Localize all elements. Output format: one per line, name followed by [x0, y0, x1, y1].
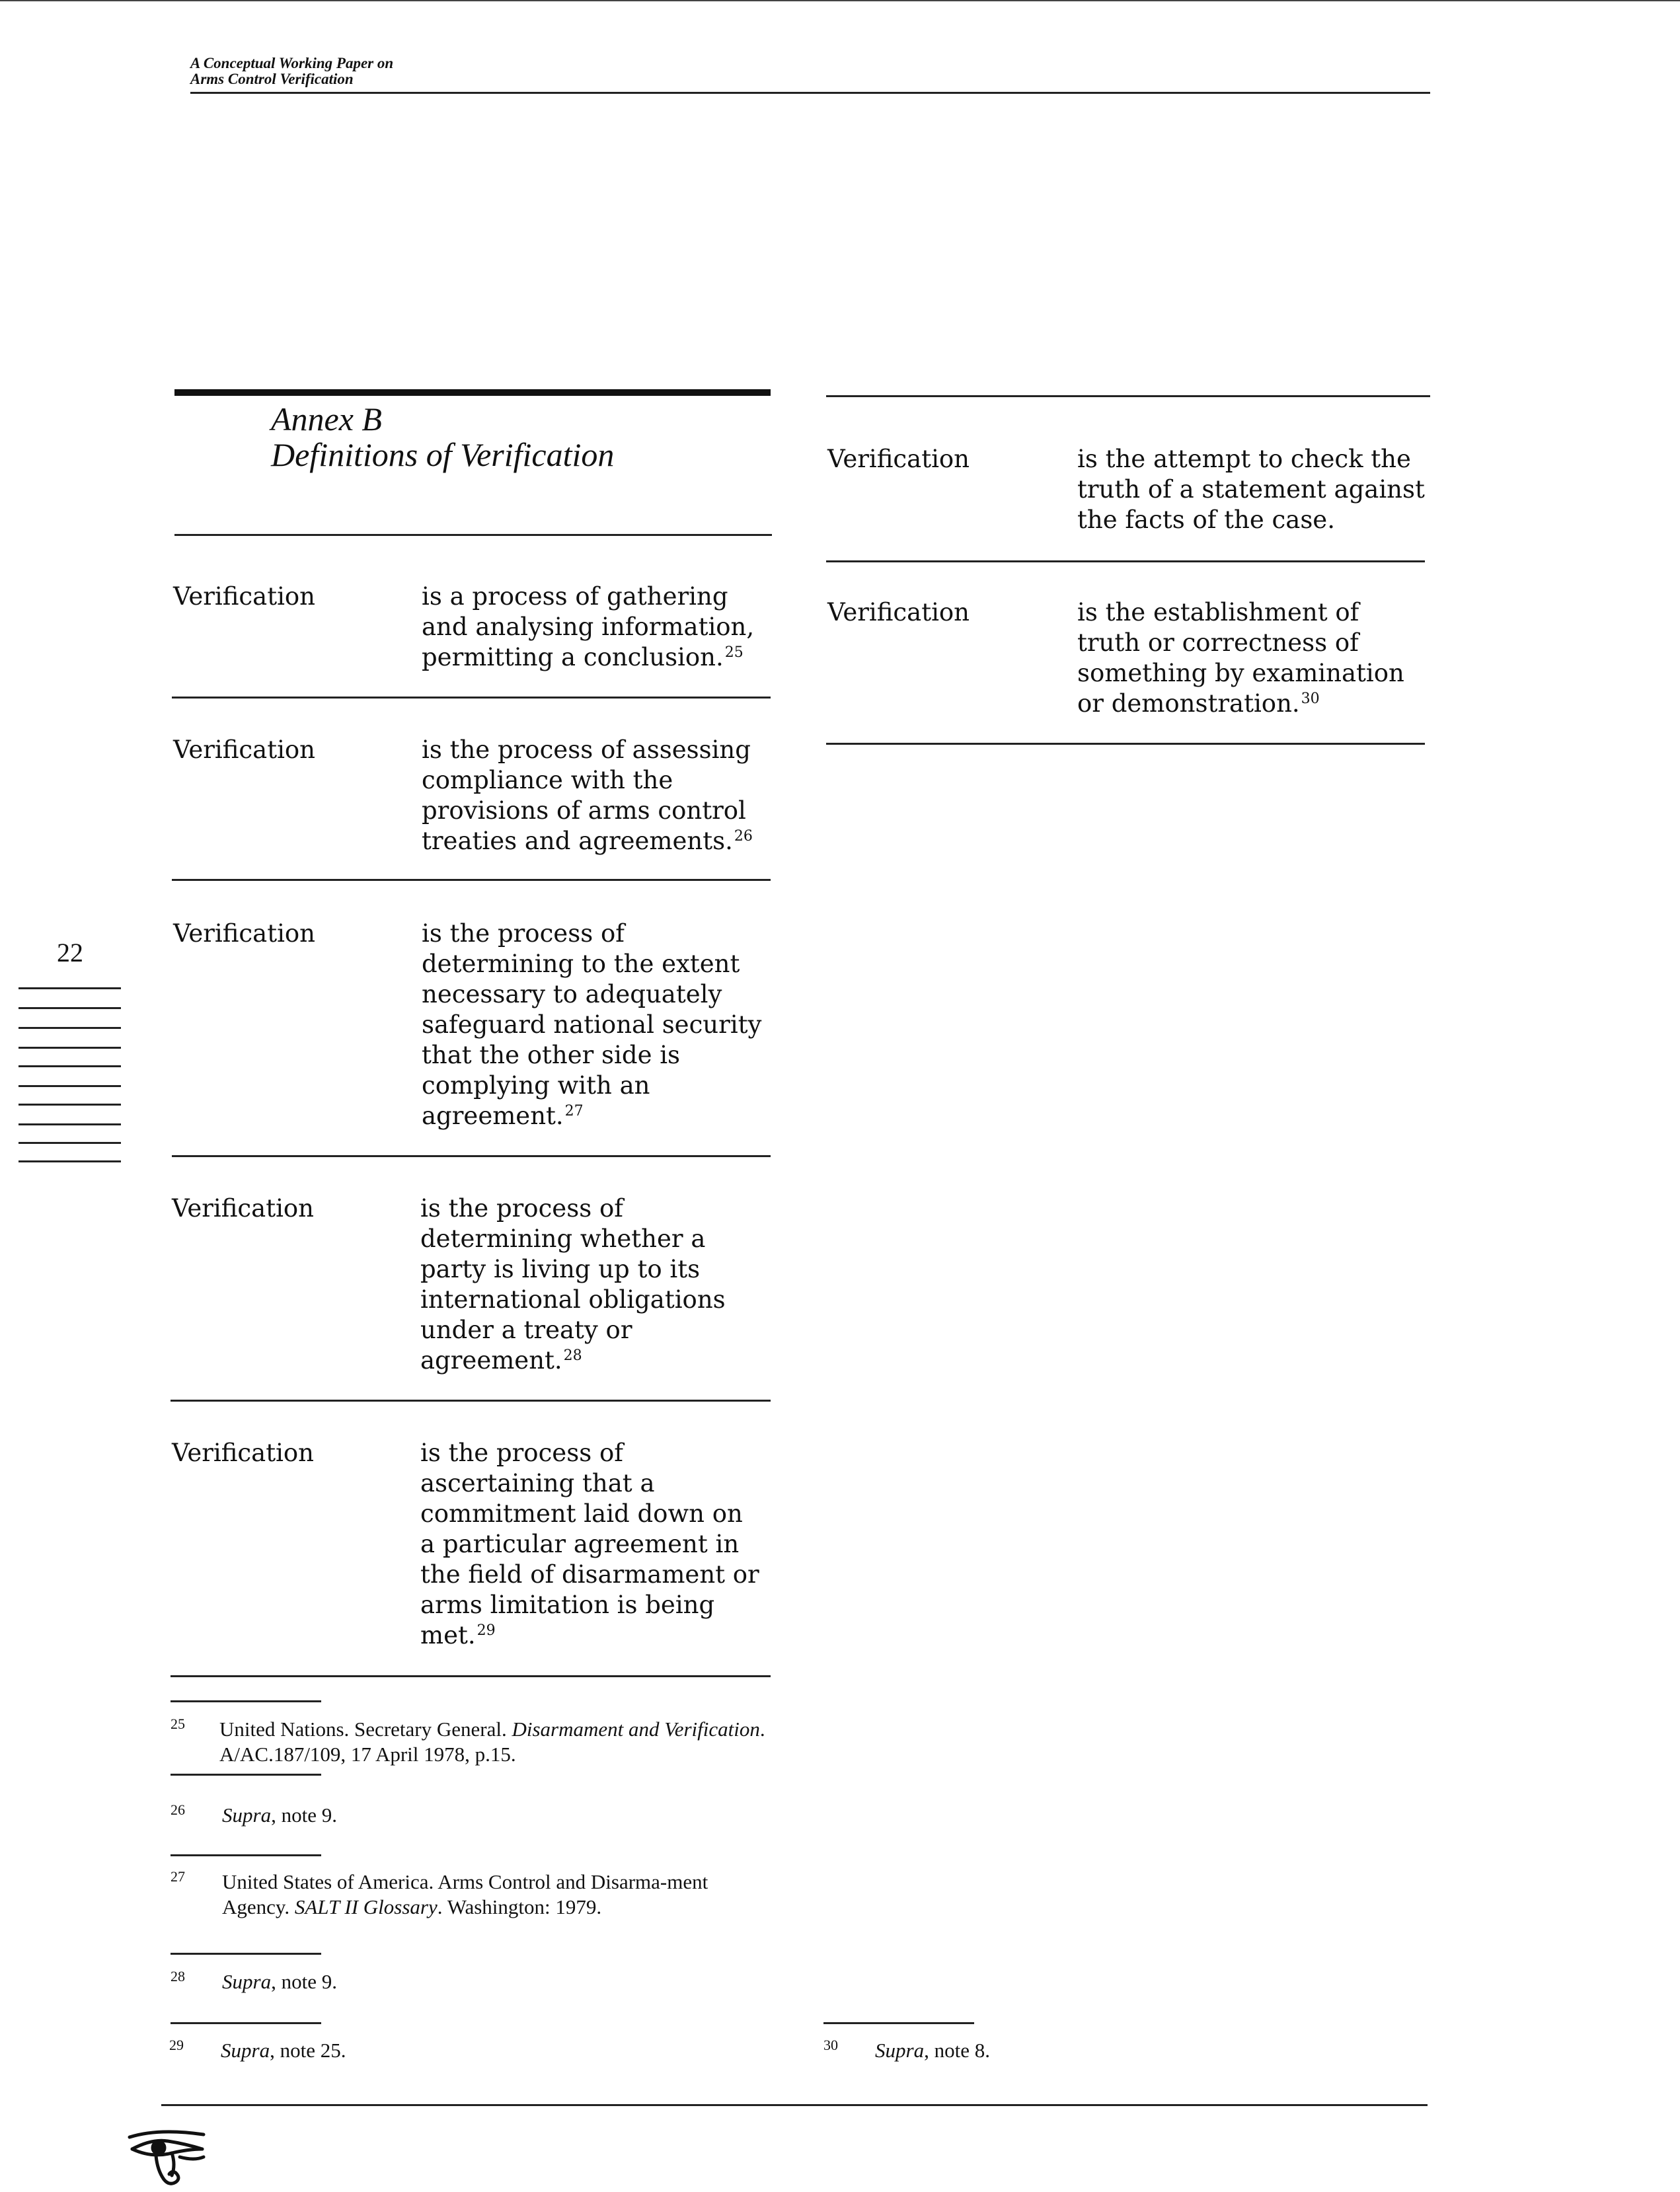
footnote-text-italic: Supra — [222, 1803, 272, 1827]
margin-rule — [19, 1104, 121, 1106]
definition-term: Verification — [173, 582, 316, 611]
footnote-number: 28 — [171, 1968, 185, 1984]
footnote-rule — [171, 2022, 321, 2024]
margin-rule — [19, 1085, 121, 1087]
entry-rule — [826, 560, 1425, 562]
margin-rule — [19, 1142, 121, 1144]
margin-rule — [19, 1007, 121, 1009]
footnote-rule — [171, 1953, 321, 1955]
footnote-text — [222, 1969, 764, 1994]
page-top-border — [0, 0, 1680, 1]
definition-text — [1077, 444, 1428, 535]
definition-body: is the attempt to check the truth of a statement against the facts of the case. — [1077, 445, 1425, 534]
footnote-text-b: . Washington: 1979. — [437, 1895, 602, 1918]
margin-rule — [19, 1160, 121, 1162]
definition-text — [420, 1438, 790, 1651]
annex-title: Annex B — [271, 400, 382, 437]
definition-text — [1077, 597, 1428, 719]
footnote-number: 27 — [171, 1868, 185, 1885]
annex-bottom-rule — [174, 534, 772, 536]
annex-top-rule — [174, 389, 771, 396]
running-header-line-2: Arms Control Verification — [190, 71, 354, 87]
footnote-text-b: , note 25. — [270, 2039, 346, 2062]
entry-rule — [826, 743, 1425, 745]
margin-rule — [19, 987, 121, 989]
margin-rule — [19, 1047, 121, 1049]
header-rule — [190, 92, 1430, 94]
definition-term: Verification — [172, 1439, 315, 1467]
footnote-ref: 25 — [724, 644, 744, 661]
footnote-rule — [171, 1854, 321, 1856]
right-column-top-rule — [826, 395, 1430, 397]
footnote-rule — [823, 2022, 974, 2024]
definition-term: Verification — [173, 736, 316, 764]
margin-rule — [19, 1123, 121, 1125]
footnote-text-italic: Supra — [222, 1970, 272, 1993]
footnote-text — [875, 2038, 1272, 2063]
footnote-text-a: United States of America. Arms Control and Disarma-ment Agency. — [222, 1870, 708, 1918]
footnote-text-italic: Supra — [221, 2039, 270, 2062]
running-header — [190, 56, 393, 87]
footnote-text-b: , note 9. — [271, 1970, 337, 1993]
eye-logo-icon — [126, 2127, 211, 2187]
footnote-text-b: , note 8. — [924, 2039, 990, 2062]
footnote-ref: 29 — [477, 1622, 496, 1639]
definition-body: is the process of determining whether a party is living up to its international obligations under a treaty or agreement. — [420, 1194, 726, 1375]
definition-term: Verification — [827, 598, 970, 626]
entry-rule — [171, 1400, 771, 1402]
footnote-text — [219, 1717, 768, 1767]
footnote-rule — [171, 1774, 321, 1776]
footnote-rule — [171, 1700, 321, 1702]
definition-body: is the process of assessing compliance with the provisions of arms control treaties and agreements. — [422, 736, 751, 855]
footnote-text-italic: Supra — [875, 2039, 925, 2062]
footnote-text — [222, 1803, 764, 1828]
definition-body: is a process of gathering and analysing information, permitting a conclusion. — [422, 582, 755, 671]
page-number: 22 — [57, 938, 83, 967]
definition-term: Verification — [173, 919, 316, 948]
footnote-ref: 26 — [734, 827, 753, 845]
footnote-number: 30 — [823, 2037, 838, 2053]
definition-term: Verification — [827, 445, 970, 473]
footnote-number: 25 — [171, 1716, 185, 1732]
footer-rule — [161, 2104, 1428, 2106]
footnote-text-b: . A/AC.187/109, 17 April 1978, p.15. — [219, 1718, 765, 1766]
footnote-ref: 30 — [1301, 690, 1320, 707]
margin-rule — [19, 1027, 121, 1029]
entry-rule — [172, 697, 771, 699]
entry-rule — [171, 1675, 771, 1677]
footnote-text-italic: Disarmament and Verification — [512, 1718, 760, 1741]
definition-term: Verification — [172, 1194, 315, 1223]
definition-body: is the process of determining to the extent necessary to adequately safeguard national security that the other side is complying with an agreement. — [422, 919, 762, 1130]
definition-body: is the establishment of truth or correctness of something by examination or demonstration. — [1077, 598, 1404, 718]
footnote-ref: 28 — [563, 1347, 582, 1364]
definition-body: is the process of ascertaining that a commitment laid down on a particular agreement in the field of disarmament or arms limitation is being met. — [420, 1439, 759, 1649]
definition-text — [420, 1193, 777, 1376]
definition-text — [422, 735, 779, 856]
definition-text — [422, 919, 792, 1131]
footnote-text-italic: SALT II Glossary — [294, 1895, 438, 1918]
entry-rule — [172, 879, 771, 881]
definition-text — [422, 582, 779, 673]
footnote-text-b: , note 9. — [271, 1803, 337, 1827]
footnote-number: 29 — [169, 2037, 184, 2053]
footnote-text-a: United Nations. Secretary General. — [219, 1718, 512, 1741]
annex-subtitle: Definitions of Verification — [271, 436, 615, 473]
entry-rule — [172, 1155, 771, 1157]
margin-rule — [19, 1065, 121, 1067]
footnote-number: 26 — [171, 1801, 185, 1818]
footnote-text — [221, 2038, 763, 2063]
footnote-ref: 27 — [564, 1102, 584, 1119]
footnote-text — [222, 1870, 764, 1920]
running-header-line-1: A Conceptual Working Paper on — [190, 55, 394, 71]
